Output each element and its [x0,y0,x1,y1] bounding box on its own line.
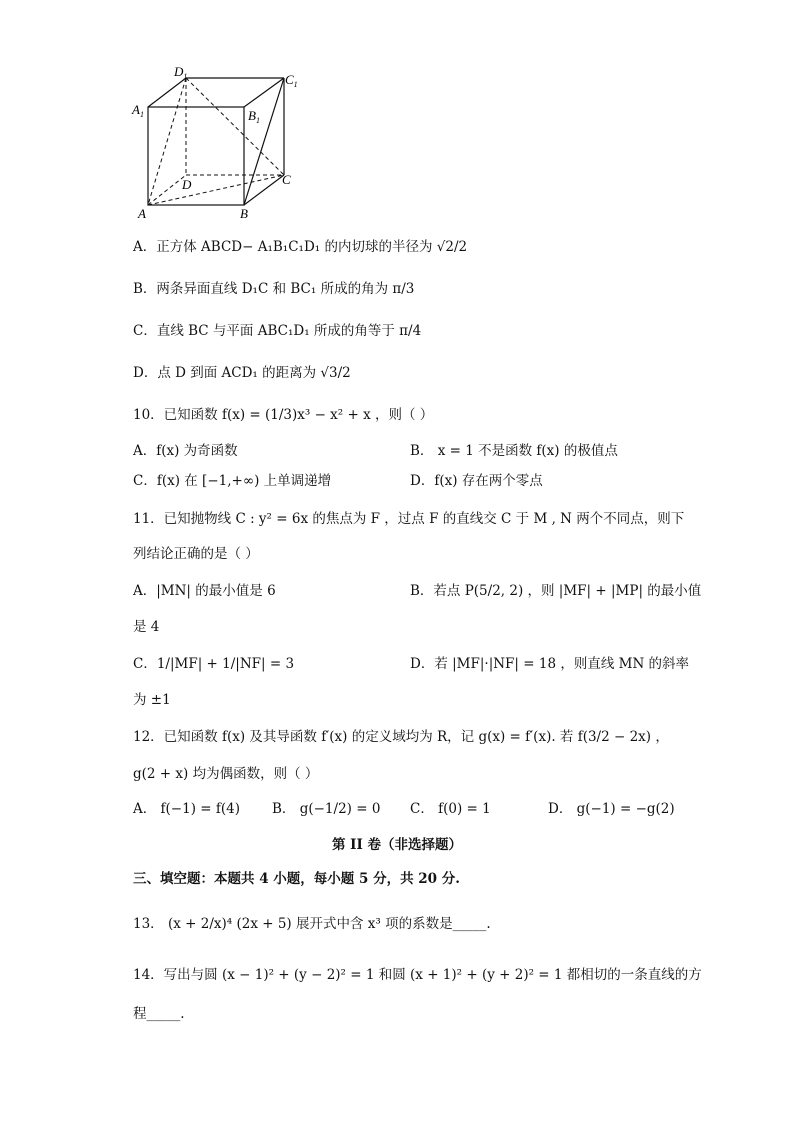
label-C1: $C_1$ [285,72,298,89]
label-D: D [182,177,192,192]
q11-option-b-line1: B．若点 P(5/2, 2) ，则 |MF| + |MP| 的最小值 [410,583,702,599]
q12-option-c: C． f(0) = 1 [410,801,491,817]
part2-title: 第 II 卷（非选择题） [331,837,463,853]
q11-stem-line2: 列结论正确的是（ ） [133,546,259,562]
label-D1: $D_1$ [174,64,188,81]
q12-option-a: A． f(−1) = f(4) [133,801,240,817]
q13: 13． (x + 2/x)⁴ (2x + 5) 展开式中含 x³ 项的系数是_____. [133,916,491,932]
q10-option-d: D．f(x) 存在两个零点 [410,473,543,489]
q11-option-d-line1: D．若 |MF|·|NF| = 18 ，则直线 MN 的斜率 [410,656,690,672]
q12-stem-line1: 12．已知函数 f(x) 及其导函数 f′(x) 的定义域均为 R，记 g(x) = f′(x). 若 f(3/2 − 2x) ， [133,729,669,745]
q11-option-b-line2: 是 4 [133,619,160,635]
label-B1: $B_1$ [248,108,260,125]
q12-stem-line2: g(2 + x) 均为偶函数，则（ ） [133,766,319,782]
q9-option-c: C．直线 BC 与平面 ABC₁D₁ 所成的角等于 π/4 [133,323,422,339]
label-A1: $A_1$ [132,102,144,119]
q10-option-a: A．f(x) 为奇函数 [133,443,238,459]
section3-heading: 三、填空题：本题共 4 小题，每小题 5 分，共 20 分. [133,871,460,887]
q11-option-d-line2: 为 ±1 [133,692,171,708]
q10-option-c: C．f(x) 在 [−1,+∞) 上单调递增 [133,473,332,489]
q10-stem: 10．已知函数 f(x) = (1/3)x³ − x² + x ，则（ ） [133,407,434,423]
q14-line1: 14．写出与圆 (x − 1)² + (y − 2)² = 1 和圆 (x + 1)² + (y + 2)² = 1 都相切的一条直线的方 [133,967,702,983]
q12-option-b: B． g(−1/2) = 0 [272,801,381,817]
q9-option-a: A．正方体 ABCD− A₁B₁C₁D₁ 的内切球的半径为 √2/2 [133,239,468,255]
q11-option-a: A．|MN| 的最小值是 6 [133,583,276,599]
q11-stem-line1: 11．已知抛物线 C : y² = 6x 的焦点为 F ，过点 F 的直线交 C 于 M , N 两个不同点，则下 [133,511,685,527]
q10-option-b: B． x = 1 不是函数 f(x) 的极值点 [410,443,618,459]
label-C: C [282,172,291,187]
q9-option-d: D．点 D 到面 ACD₁ 的距离为 √3/2 [133,365,351,381]
q9-option-b: B．两条异面直线 D₁C 和 BC₁ 所成的角为 π/3 [133,281,415,297]
q11-option-c: C．1/|MF| + 1/|NF| = 3 [133,656,295,672]
label-B: B [240,206,248,221]
cube-figure [130,62,305,222]
label-A: A [138,206,146,221]
q14-line2: 程_____. [133,1006,185,1022]
q12-option-d: D． g(−1) = −g(2) [548,801,675,817]
